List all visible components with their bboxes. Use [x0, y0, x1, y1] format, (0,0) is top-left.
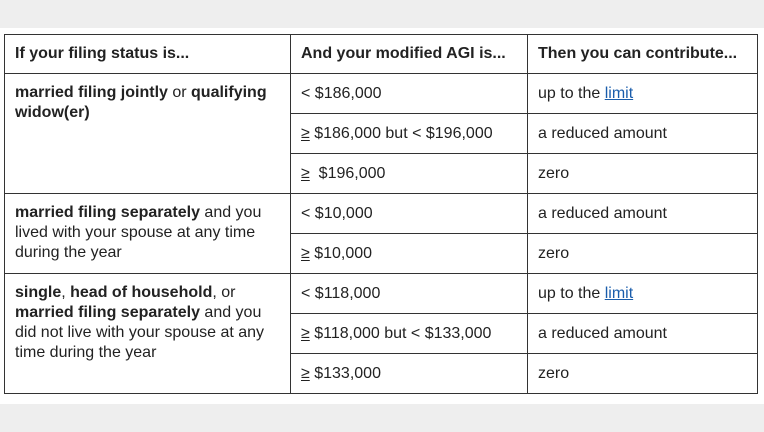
- agi-cell: ≥ $196,000: [291, 154, 528, 194]
- contribution-cell: zero: [528, 354, 758, 394]
- agi-cell: ≥ $10,000: [291, 234, 528, 274]
- contribution-cell: up to the limit: [528, 274, 758, 314]
- agi-cell: < $186,000: [291, 74, 528, 114]
- table-row: [5, 194, 758, 234]
- limit-link[interactable]: limit: [604, 84, 634, 102]
- table-row: [5, 274, 758, 314]
- contribution-limits-table: [4, 34, 758, 394]
- contribution-cell: up to the limit: [528, 74, 758, 114]
- filing-status-cell: married filing separately and you lived with your spouse at any time during the year: [5, 194, 291, 274]
- filing-status-cell: single, head of household, or married filing separately and you did not live with your spouse at any time during the year: [5, 274, 291, 394]
- agi-cell: ≥ $118,000 but < $133,000: [291, 314, 528, 354]
- header-modified-agi: And your modified AGI is...: [291, 35, 528, 74]
- table-row: [5, 74, 758, 114]
- contribution-limits-card: [0, 28, 764, 404]
- contribution-cell: zero: [528, 234, 758, 274]
- contribution-cell: a reduced amount: [528, 114, 758, 154]
- agi-cell: < $118,000: [291, 274, 528, 314]
- agi-cell: < $10,000: [291, 194, 528, 234]
- header-contribution: Then you can contribute...: [528, 35, 758, 74]
- contribution-cell: zero: [528, 154, 758, 194]
- header-filing-status: If your filing status is...: [5, 35, 291, 74]
- agi-cell: ≥ $133,000: [291, 354, 528, 394]
- limit-link[interactable]: limit: [604, 284, 634, 302]
- agi-cell: ≥ $186,000 but < $196,000: [291, 114, 528, 154]
- contribution-cell: a reduced amount: [528, 314, 758, 354]
- filing-status-cell: married filing jointly or qualifying widow(er): [5, 74, 291, 194]
- header-row: [5, 35, 758, 74]
- contribution-cell: a reduced amount: [528, 194, 758, 234]
